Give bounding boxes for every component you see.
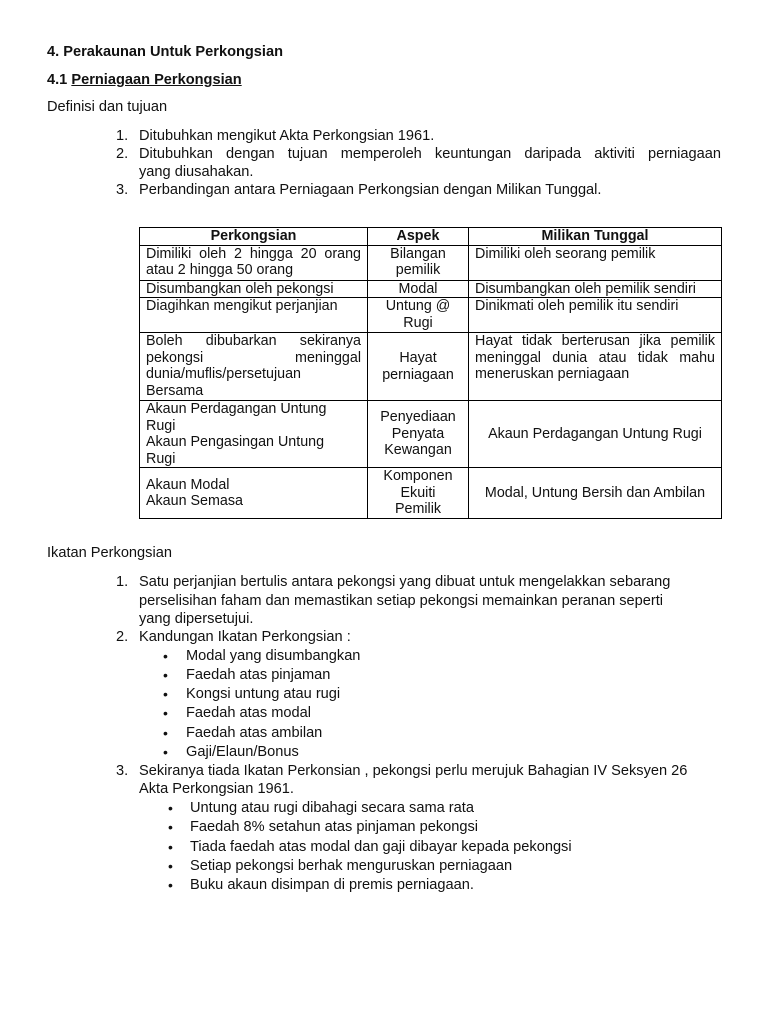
bullet-icon: • xyxy=(163,705,168,721)
ikatan-item-2-number: 2. xyxy=(116,629,129,645)
cell-line: pemilik xyxy=(395,262,441,278)
row-3-milikan-tunggal: Dinikmati oleh pemilik itu sendiri xyxy=(469,298,722,333)
row-4-aspek xyxy=(368,333,469,401)
definition-item-1-text: Ditubuhkan mengikut Akta Perkongsian 1961. xyxy=(139,128,435,144)
ikatan-item-1-line-2: perselisihan faham dan memastikan setiap pekongsi memainkan peranan seperti xyxy=(139,593,664,609)
cell-line: Ekuiti xyxy=(400,484,436,501)
row-1-aspek xyxy=(368,245,469,280)
bullet-icon: • xyxy=(163,648,168,664)
row-5-milikan-tunggal: Akaun Perdagangan Untung Rugi xyxy=(469,401,722,468)
header-aspek: Aspek xyxy=(368,228,469,246)
cell-line: Penyediaan xyxy=(380,409,456,426)
cell-line: Akaun Modal xyxy=(146,476,230,493)
cell-line: dunia/muflis/persetujuan xyxy=(146,366,301,382)
bullet-icon: • xyxy=(168,858,173,874)
cell-line: meninggal dunia atau tidak mahu xyxy=(475,349,715,366)
table-row xyxy=(140,280,722,298)
list-item: Untung atau rugi dibahagi secara sama rata xyxy=(190,800,474,816)
comparison-table xyxy=(139,227,722,519)
bullet-icon: • xyxy=(163,744,168,760)
cell-line: Akaun Semasa xyxy=(146,493,243,509)
row-5-perkongsian xyxy=(140,401,368,468)
header-milikan-tunggal: Milikan Tunggal xyxy=(469,228,722,246)
ikatan-title: Ikatan Perkongsian xyxy=(47,545,172,561)
subsection-number: 4.1 xyxy=(47,72,72,88)
bullet-icon: • xyxy=(168,877,173,893)
definition-title: Definisi dan tujuan xyxy=(47,99,168,115)
cell-line: Hayat xyxy=(399,350,437,366)
list-item: Faedah atas modal xyxy=(186,705,311,721)
list-item: Buku akaun disimpan di premis perniagaan. xyxy=(190,877,474,893)
row-3-perkongsian: Diagihkan mengikut perjanjian xyxy=(140,298,368,333)
header-perkongsian: Perkongsian xyxy=(140,228,368,246)
cell-line: Bersama xyxy=(146,382,204,399)
row-1-milikan-tunggal xyxy=(469,245,722,280)
bullet-icon: • xyxy=(168,819,173,835)
cell-line: Akaun Perdagangan Untung xyxy=(146,401,327,417)
list-item: Setiap pekongsi berhak menguruskan perniagaan xyxy=(190,858,513,874)
row-1-perkongsian xyxy=(140,245,368,280)
list-item: Kongsi untung atau rugi xyxy=(186,686,341,702)
ikatan-item-1-line-3: yang dipersetujui. xyxy=(139,611,254,627)
cell-line: Akaun Pengasingan Untung xyxy=(146,434,325,450)
list-item: Faedah atas pinjaman xyxy=(186,667,331,683)
cell-line: Kewangan xyxy=(384,442,452,459)
definition-item-2-line-1: Ditubuhkan dengan tujuan memperoleh keuntungan daripada aktiviti perniagaan xyxy=(139,146,721,162)
ikatan-item-3-line-2: Akta Perkongsian 1961. xyxy=(139,781,294,797)
bullet-icon: • xyxy=(163,725,168,741)
cell-line: pekongsi meninggal xyxy=(146,349,361,366)
list-item: Tiada faedah atas modal dan gaji dibayar kepada pekongsi xyxy=(190,839,572,855)
cell-line: Rugi xyxy=(146,450,176,467)
row-6-perkongsian xyxy=(140,468,368,519)
ikatan-item-2-text: Kandungan Ikatan Perkongsian : xyxy=(139,629,351,645)
definition-item-2-line-2: yang diusahakan. xyxy=(139,164,254,180)
list-item: Modal yang disumbangkan xyxy=(186,648,361,664)
bullet-icon: • xyxy=(163,686,168,702)
definition-item-3-number: 3. xyxy=(116,182,129,198)
cell-line: Boleh dibubarkan sekiranya xyxy=(146,333,361,349)
row-4-milikan-tunggal xyxy=(469,333,722,401)
cell-line: perniagaan xyxy=(382,366,454,383)
table-row xyxy=(140,468,722,519)
ikatan-item-1-number: 1. xyxy=(116,574,129,590)
bullet-icon: • xyxy=(163,667,168,683)
ikatan-item-3-number: 3. xyxy=(116,763,129,779)
definition-item-2-number: 2. xyxy=(116,146,129,162)
table-header-row xyxy=(140,228,722,246)
table-row xyxy=(140,298,722,333)
row-3-aspek xyxy=(368,298,469,333)
cell-line: Komponen xyxy=(383,468,453,485)
cell-line: Dimiliki oleh 2 hingga 20 orang xyxy=(146,245,361,262)
cell-line: Hayat tidak berterusan jika pemilik xyxy=(475,333,715,349)
cell-line: Bilangan xyxy=(390,245,446,262)
ikatan-item-1-line-1: Satu perjanjian bertulis antara pekongsi yang dibuat untuk mengelakkan sebarang xyxy=(139,574,671,590)
row-2-perkongsian: Disumbangkan oleh pekongsi xyxy=(140,280,368,298)
subsection-heading xyxy=(47,71,242,89)
cell-line: Untung @ xyxy=(385,298,451,314)
definition-item-3-text: Perbandingan antara Perniagaan Perkongsian dengan Milikan Tunggal. xyxy=(139,182,602,198)
table-row xyxy=(140,245,722,280)
cell-line: Rugi xyxy=(146,417,176,434)
cell-line: Rugi xyxy=(403,314,433,331)
cell-line: atau 2 hingga 50 orang xyxy=(146,262,294,278)
ikatan-item-3-line-1: Sekiranya tiada Ikatan Perkonsian , pekongsi perlu merujuk Bahagian IV Seksyen 26 xyxy=(139,763,688,779)
row-6-aspek xyxy=(368,468,469,519)
cell-line: Pemilik xyxy=(394,501,442,518)
definition-item-1-number: 1. xyxy=(116,128,129,144)
section-heading: 4. Perakaunan Untuk Perkongsian xyxy=(47,44,284,60)
row-5-aspek xyxy=(368,401,469,468)
row-2-milikan-tunggal: Disumbangkan oleh pemilik sendiri xyxy=(469,280,722,298)
row-6-milikan-tunggal: Modal, Untung Bersih dan Ambilan xyxy=(469,468,722,519)
list-item: Faedah atas ambilan xyxy=(186,725,323,741)
row-2-aspek: Modal xyxy=(368,280,469,298)
bullet-icon: • xyxy=(168,800,173,816)
table-row xyxy=(140,401,722,468)
subsection-title: Perniagaan Perkongsian xyxy=(71,72,242,88)
cell-line: meneruskan perniagaan xyxy=(475,366,630,382)
list-item: Faedah 8% setahun atas pinjaman pekongsi xyxy=(190,819,479,835)
list-item: Gaji/Elaun/Bonus xyxy=(186,744,299,760)
table-row xyxy=(140,333,722,401)
row-4-perkongsian xyxy=(140,333,368,401)
cell-line: Penyata xyxy=(391,425,445,442)
cell-line: Dimiliki oleh seorang pemilik xyxy=(475,245,656,262)
bullet-icon: • xyxy=(168,839,173,855)
